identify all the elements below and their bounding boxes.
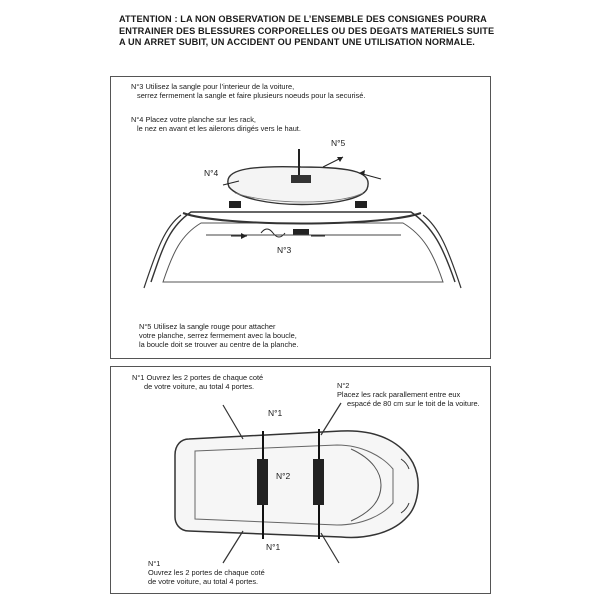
- note-n3: N°3 Utilisez la sangle pour l’interieur de la voiture, serrez fermement la sangle et faire plusieurs noeuds pour la securisé.: [131, 82, 366, 100]
- note-n2: N°2 Placez les rack parallement entre eux espacé de 80 cm sur le toit de la voiture.: [337, 381, 480, 408]
- surfboard: [228, 167, 368, 205]
- rack-installation-panel: [110, 366, 491, 594]
- warning-line: ATTENTION : LA NON OBSERVATION DE L’ENSEMBLE DES CONSIGNES POURRA: [119, 14, 487, 24]
- open-door-left-front: [223, 405, 243, 439]
- rack-pad-front: [257, 459, 268, 505]
- warning-line: ENTRAINER DES BLESSURES CORPORELLES OU DES DEGATS MATERIELS SUITE: [119, 25, 495, 36]
- warning-line: A UN ARRET SUBIT, UN ACCIDENT OU PENDANT UNE UTILISATION NORMALE.: [119, 37, 475, 47]
- rack-pad-rear: [313, 459, 324, 505]
- strap-knot: [261, 229, 285, 237]
- rack-pad-right: [355, 201, 367, 208]
- warning-text: [119, 14, 499, 49]
- label-n1-top: N°1: [268, 408, 283, 418]
- label-n3: N°3: [277, 245, 292, 255]
- note-n1-bottom: N°1 Ouvrez les 2 portes de chaque coté de votre voiture, au total 4 portes.: [148, 559, 265, 586]
- label-n5: N°5: [331, 138, 346, 148]
- roof-rack-bar: [183, 213, 421, 224]
- board-mounting-panel: [110, 76, 491, 359]
- rack-pad-left: [229, 201, 241, 208]
- label-n4: N°4: [204, 168, 219, 178]
- note-n4: N°4 Placez votre planche sur les rack, le nez en avant et les ailerons dirigés vers le haut.: [131, 115, 301, 133]
- label-n1-bottom: N°1: [266, 542, 281, 552]
- car-pillar-right: [423, 215, 461, 288]
- label-n2: N°2: [276, 471, 291, 481]
- strap-buckle: [293, 229, 309, 235]
- note-n1-top: N°1 Ouvrez les 2 portes de chaque coté de votre voiture, au total 4 portes.: [132, 373, 264, 391]
- note-n5: N°5 Utilisez la sangle rouge pour attacher votre planche, serrez fermement avec la boucle, la boucle doit se trouver au centre de la planche.: [139, 322, 299, 349]
